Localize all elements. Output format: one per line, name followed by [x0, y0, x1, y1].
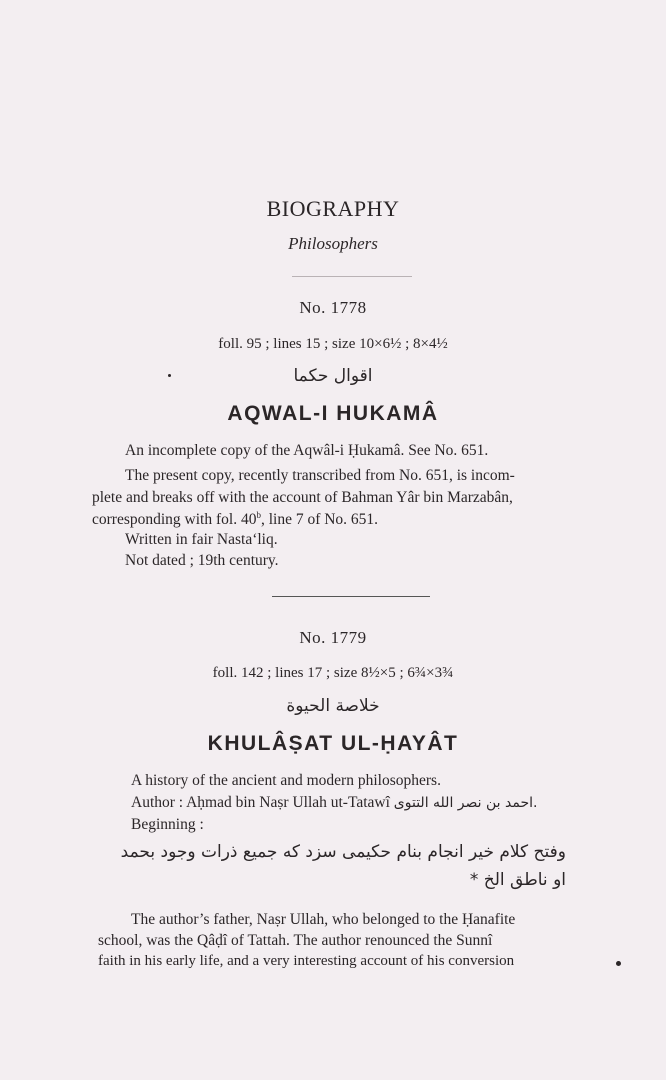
entry-paragraph: An incomplete copy of the Aqwâl-i Ḥukamâ. See No. 651.	[125, 442, 489, 459]
entry-arabic-title: اقوال حکما	[293, 366, 373, 386]
section-subheading: Philosophers	[288, 234, 378, 253]
entry-paragraph: Not dated ; 19th century.	[125, 552, 279, 569]
divider	[272, 596, 430, 597]
entry-author-line	[131, 794, 537, 812]
ink-dot	[168, 374, 171, 377]
entry-title: KHULÂṢAT UL-ḤAYÂT	[207, 732, 459, 755]
entry-paragraph	[92, 510, 378, 529]
arabic-quotation-line: وفتح کلام خير انجام بنام حکيمی سزد که جميع ذرات وجود بحمد	[120, 842, 566, 862]
author-arabic: احمد بن نصر الله التتوى.	[393, 795, 538, 811]
entry-paragraph: The author’s father, Naṣr Ullah, who belonged to the Ḥanafite	[131, 911, 516, 928]
entry-folio-info: foll. 142 ; lines 17 ; size 8½×5 ; 6¾×3¾	[212, 665, 454, 681]
entry-paragraph: Written in fair Nasta‘liq.	[125, 531, 278, 548]
entry-folio-info: foll. 95 ; lines 15 ; size 10×6½ ; 8×4½	[218, 336, 448, 352]
entry-paragraph: A history of the ancient and modern philosophers.	[131, 772, 441, 789]
section-heading: BIOGRAPHY	[266, 196, 400, 221]
ink-dot	[616, 961, 621, 966]
entry-number: No. 1779	[299, 628, 367, 647]
text-fragment: corresponding with fol. 40	[92, 511, 257, 529]
divider	[292, 276, 412, 277]
entry-paragraph: The present copy, recently transcribed from No. 651, is incom-	[125, 467, 515, 484]
entry-paragraph: plete and breaks off with the account of Bahman Yâr bin Marzabân,	[92, 489, 513, 506]
text-fragment: , line 7 of No. 651.	[260, 511, 379, 529]
entry-title: AQWAL-I HUKAMÂ	[227, 402, 439, 425]
entry-paragraph: faith in his early life, and a very interesting account of his conversion	[98, 953, 515, 969]
entry-paragraph: school, was the Qâḍî of Tattah. The author renounced the Sunnî	[98, 932, 493, 949]
arabic-quotation-line: او ناطق الخ *	[469, 870, 566, 890]
entry-number: No. 1778	[299, 298, 367, 317]
entry-paragraph: Beginning :	[131, 816, 204, 833]
entry-arabic-title: خلاصة الحيوة	[286, 696, 380, 716]
author-label: Author : Aḥmad bin Naṣr Ullah ut-Tatawî	[131, 794, 390, 811]
superscript: b	[256, 510, 261, 520]
